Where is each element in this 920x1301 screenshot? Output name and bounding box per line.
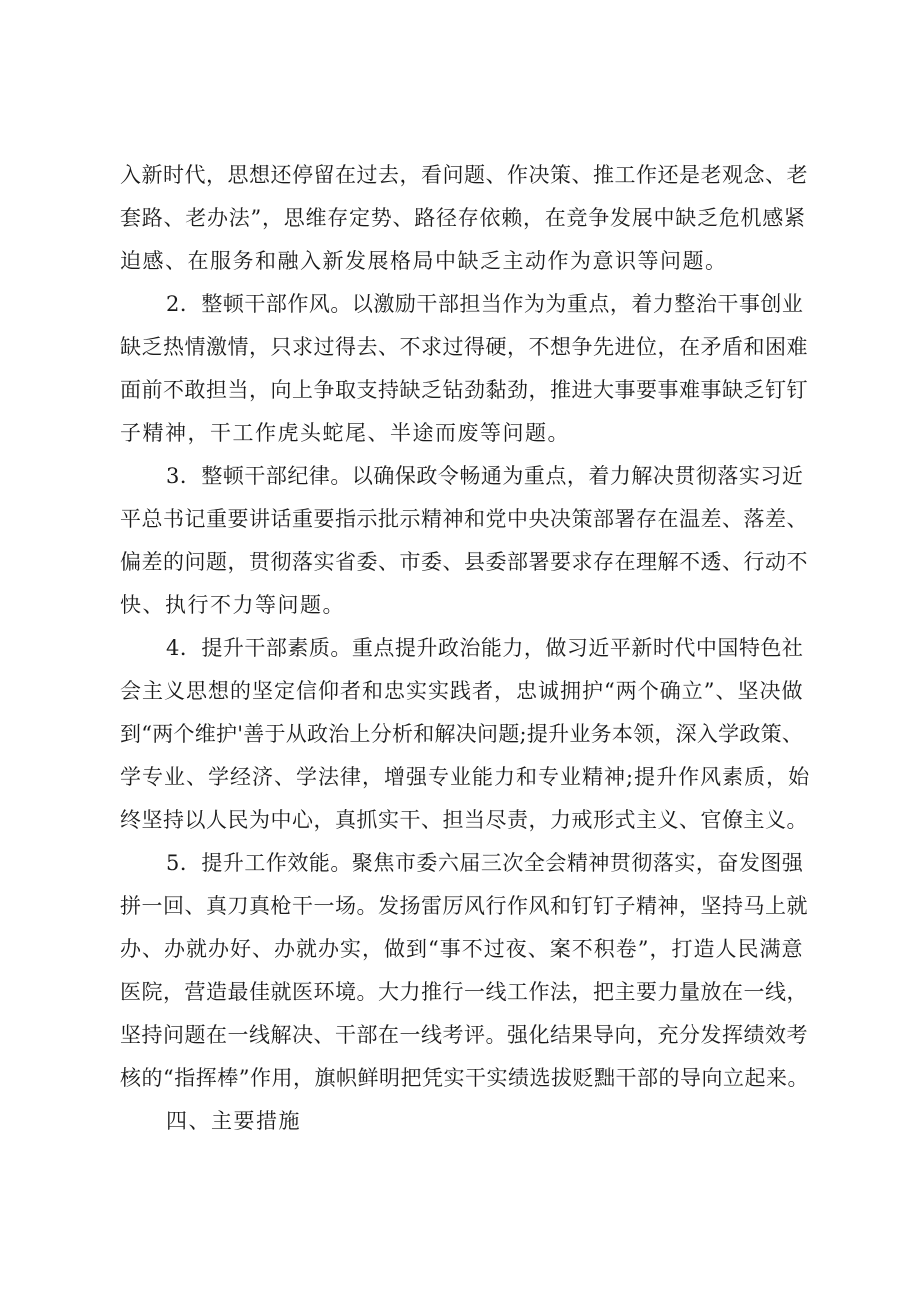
text-line: 2．整顿干部作风。以激励干部担当作为为重点，着力整治干事创业 (166, 292, 804, 316)
text-line: 5．提升工作效能。聚焦市委六届三次全会精神贯彻落实，奋发图强 (166, 851, 804, 875)
text-line: 3．整顿干部纪律。以确保政令畅通为重点，着力解决贯彻落实习近 (166, 464, 804, 488)
text-line: 面前不敢担当，向上争取支持缺乏钻劲黏劲，推进大事要事难事缺乏钉钉 (120, 378, 808, 402)
text-line: 医院，营造最佳就医环境。大力推行一线工作法，把主要力量放在一线， (120, 980, 808, 1004)
text-line: 学专业、学经济、学法律，增强专业能力和专业精神;提升作风素质，始 (120, 765, 811, 789)
text-line: 缺乏热情激情，只求过得去、不求过得硬，不想争先进位，在矛盾和困难 (120, 335, 808, 359)
text-line: 快、执行不力等问题。 (120, 593, 345, 617)
text-line: 子精神，干工作虎头蛇尾、半途而废等问题。 (120, 421, 570, 445)
text-line: 偏差的问题，贯彻落实省委、市委、县委部署要求存在理解不透、行动不 (120, 550, 808, 574)
text-line: 核的“指挥棒”作用，旗帜鲜明把凭实干实绩选拔贬黜干部的导向立起来。 (120, 1066, 809, 1090)
text-line: 迫感、在服务和融入新发展格局中缺乏主动作为意识等问题。 (120, 249, 728, 273)
section-heading: 四、主要措施 (166, 1109, 301, 1133)
text-line: 平总书记重要讲话重要指示批示精神和党中央决策部署存在温差、落差、 (120, 507, 808, 531)
text-line: 套路、老办法”，思维存定势、路径存依赖，在竞争发展中缺乏危机感紧 (120, 206, 806, 230)
text-line: 拼一回、真刀真枪干一场。发扬雷厉风行作风和钉钉子精神，坚持马上就 (120, 894, 808, 918)
text-line: 坚持问题在一线解决、干部在一线考评。强化结果导向，充分发挥绩效考 (120, 1023, 808, 1047)
text-line: 入新时代，思想还停留在过去，看问题、作决策、推工作还是老观念、老 (120, 163, 808, 187)
text-line: 到“两个维护'善于从政治上分析和解决问题;提升业务本领，深入学政策、 (120, 722, 804, 746)
text-line: 会主义思想的坚定信仰者和忠实实践者，忠诚拥护“两个确立”、坚决做 (120, 679, 804, 703)
text-line: 终坚持以人民为中心，真抓实干、担当尽责，力戒形式主义、官僚主义。 (120, 808, 808, 832)
text-line: 办、办就办好、办就办实，做到“事不过夜、案不积卷”，打造人民满意 (120, 937, 804, 961)
text-line: 4．提升干部素质。重点提升政治能力，做习近平新时代中国特色社 (166, 636, 804, 660)
